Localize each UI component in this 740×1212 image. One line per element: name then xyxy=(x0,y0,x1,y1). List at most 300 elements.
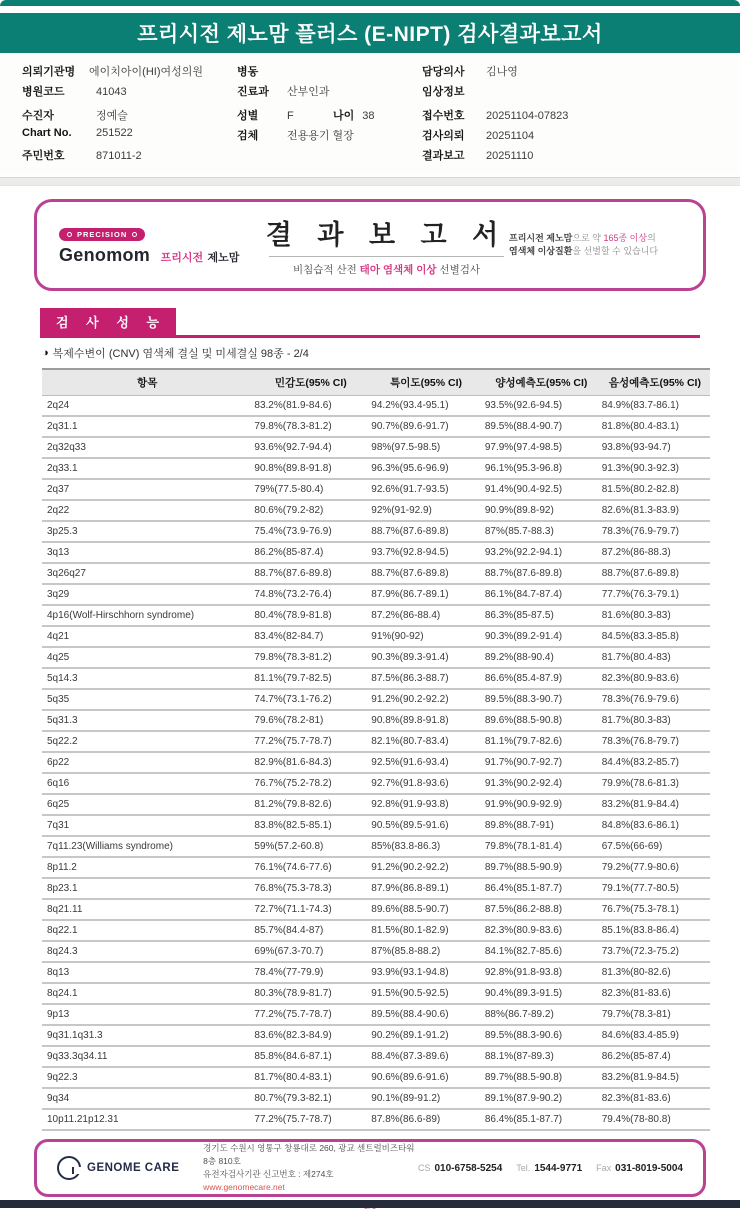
sensitivity-cell: 77.2%(75.7-78.7) xyxy=(252,731,369,752)
result-banner-box xyxy=(34,199,706,291)
table-row xyxy=(42,794,710,815)
contact-label: CS xyxy=(417,1162,431,1173)
note-end-2: 을 선별할 수 있습니다 xyxy=(572,246,659,256)
table-row xyxy=(42,731,710,752)
info-row xyxy=(422,83,730,103)
sensitivity-cell: 79.8%(78.3-81.2) xyxy=(252,647,369,668)
sensitivity-cell: 80.6%(79.2-82) xyxy=(252,500,369,521)
table-row xyxy=(42,605,710,626)
table-row xyxy=(42,563,710,584)
ppv-cell: 88.1%(87-89.3) xyxy=(483,1046,600,1067)
table-row xyxy=(42,836,710,857)
badge-dot-icon xyxy=(132,232,137,237)
table-row xyxy=(42,1004,710,1025)
performance-table xyxy=(42,368,710,1131)
sensitivity-cell: 80.7%(79.3-82.1) xyxy=(252,1088,369,1109)
specificity-cell: 93.9%(93.1-94.8) xyxy=(369,962,483,983)
sensitivity-cell: 81.7%(80.4-83.1) xyxy=(252,1067,369,1088)
genomom-brand-block xyxy=(59,224,264,266)
note-line1 xyxy=(509,233,656,243)
region-cell: 7q31 xyxy=(42,815,252,836)
badge-dot-icon xyxy=(67,232,72,237)
table-row xyxy=(42,668,710,689)
specificity-cell: 87.9%(86.7-89.1) xyxy=(369,584,483,605)
ppv-cell: 82.3%(80.9-83.6) xyxy=(483,920,600,941)
table-row xyxy=(42,710,710,731)
region-cell: 8p11.2 xyxy=(42,857,252,878)
sensitivity-cell: 79.8%(78.3-81.2) xyxy=(252,416,369,437)
specificity-cell: 89.5%(88.4-90.6) xyxy=(369,1004,483,1025)
specificity-cell: 87.8%(86.6-89) xyxy=(369,1109,483,1130)
region-cell: 2q24 xyxy=(42,396,252,417)
info-label: 결과보고 xyxy=(422,150,465,162)
specificity-cell: 91.5%(90.5-92.5) xyxy=(369,983,483,1004)
banner-note xyxy=(509,232,681,259)
footer-address-block xyxy=(203,1142,418,1195)
info-row xyxy=(422,147,730,167)
table-row xyxy=(42,437,710,458)
specificity-cell: 92.6%(91.7-93.5) xyxy=(369,479,483,500)
ppv-cell: 93.2%(92.2-94.1) xyxy=(483,542,600,563)
ppv-cell: 89.5%(88.3-90.7) xyxy=(483,689,600,710)
region-cell: 9p13 xyxy=(42,1004,252,1025)
sensitivity-cell: 83.6%(82.3-84.9) xyxy=(252,1025,369,1046)
info-label: 검사의뢰 xyxy=(422,130,465,142)
sensitivity-cell: 85.8%(84.6-87.1) xyxy=(252,1046,369,1067)
contact-label: Tel. xyxy=(516,1162,531,1173)
region-cell: 8q24.1 xyxy=(42,983,252,1004)
npv-cell: 82.6%(81.3-83.9) xyxy=(600,500,710,521)
performance-table-head xyxy=(42,369,710,396)
sensitivity-cell: 86.2%(85-87.4) xyxy=(252,542,369,563)
npv-cell: 81.5%(80.2-82.8) xyxy=(600,479,710,500)
npv-cell: 84.6%(83.4-85.9) xyxy=(600,1025,710,1046)
sensitivity-cell: 85.7%(84.4-87) xyxy=(252,920,369,941)
region-cell: 2q32q33 xyxy=(42,437,252,458)
specificity-cell: 87.9%(86.8-89.1) xyxy=(369,878,483,899)
sensitivity-cell: 83.8%(82.5-85.1) xyxy=(252,815,369,836)
note-bold-2: 염색체 이상질환 xyxy=(509,246,573,256)
npv-cell: 79.4%(78-80.8) xyxy=(600,1109,710,1130)
table-row xyxy=(42,500,710,521)
sensitivity-cell: 90.8%(89.8-91.8) xyxy=(252,458,369,479)
npv-cell: 79.1%(77.7-80.5) xyxy=(600,878,710,899)
npv-cell: 91.3%(90.3-92.3) xyxy=(600,458,710,479)
region-cell: 6q25 xyxy=(42,794,252,815)
sensitivity-cell: 75.4%(73.9-76.9) xyxy=(252,521,369,542)
footer-address-2: 유전자검사기관 신고번호 : 제274호 xyxy=(203,1169,334,1179)
info-label: 접수번호 xyxy=(422,110,465,122)
npv-cell: 78.3%(76.9-79.6) xyxy=(600,689,710,710)
info-row xyxy=(237,107,422,127)
info-label: 의뢰기관명 xyxy=(22,66,76,78)
ppv-cell: 93.5%(92.6-94.5) xyxy=(483,396,600,417)
region-cell: 5q35 xyxy=(42,689,252,710)
specificity-cell: 85%(83.8-86.3) xyxy=(369,836,483,857)
sensitivity-cell: 69%(67.3-70.7) xyxy=(252,941,369,962)
info-label: 담당의사 xyxy=(422,66,465,78)
specificity-cell: 81.5%(80.1-82.9) xyxy=(369,920,483,941)
region-cell: 5q31.3 xyxy=(42,710,252,731)
banner-rule xyxy=(269,256,504,257)
col-header-specificity: 특이도(95% CI) xyxy=(369,369,483,396)
info-label: 임상정보 xyxy=(422,86,465,98)
contact-label: Fax xyxy=(596,1162,612,1173)
region-cell: 3p25.3 xyxy=(42,521,252,542)
ppv-cell: 90.4%(89.3-91.5) xyxy=(483,983,600,1004)
npv-cell: 84.5%(83.3-85.8) xyxy=(600,626,710,647)
region-cell: 2q31.1 xyxy=(42,416,252,437)
banner-subtitle-accent: 태아 염색체 이상 xyxy=(359,264,437,276)
ppv-cell: 89.7%(88.5-90.9) xyxy=(483,857,600,878)
npv-cell: 93.8%(93-94.7) xyxy=(600,437,710,458)
info-row xyxy=(22,107,237,127)
table-row xyxy=(42,479,710,500)
ppv-cell: 91.3%(90.2-92.4) xyxy=(483,773,600,794)
table-row xyxy=(42,1067,710,1088)
region-cell: 8q21.11 xyxy=(42,899,252,920)
info-value: 251522 xyxy=(96,127,133,139)
table-row xyxy=(42,1109,710,1130)
ppv-cell: 86.6%(85.4-87.9) xyxy=(483,668,600,689)
contact-value: 031-8019-5004 xyxy=(615,1162,683,1174)
info-value-2: 38 xyxy=(362,110,375,122)
info-value: 정예슬 xyxy=(96,110,128,122)
info-label: 병동 xyxy=(237,66,259,78)
section-subtitle-row xyxy=(42,345,700,361)
specificity-cell: 89.6%(88.5-90.7) xyxy=(369,899,483,920)
header-row xyxy=(42,369,710,396)
brand-line xyxy=(59,245,264,266)
npv-cell: 79.9%(78.6-81.3) xyxy=(600,773,710,794)
npv-cell: 78.3%(76.8-79.7) xyxy=(600,731,710,752)
sensitivity-cell: 76.1%(74.6-77.6) xyxy=(252,857,369,878)
info-label: 검체 xyxy=(237,130,259,142)
ppv-cell: 79.8%(78.1-81.4) xyxy=(483,836,600,857)
info-row xyxy=(22,147,237,167)
info-label: 병원코드 xyxy=(22,86,65,98)
ppv-cell: 89.6%(88.5-90.8) xyxy=(483,710,600,731)
npv-cell: 83.2%(81.9-84.4) xyxy=(600,794,710,815)
specificity-cell: 88.4%(87.3-89.6) xyxy=(369,1046,483,1067)
report-title-bar xyxy=(0,13,740,53)
info-label: 주민번호 xyxy=(22,150,65,162)
npv-cell: 81.7%(80.4-83) xyxy=(600,647,710,668)
section-header xyxy=(40,308,700,338)
region-cell: 5q22.2 xyxy=(42,731,252,752)
ppv-cell: 86.1%(84.7-87.4) xyxy=(483,584,600,605)
ppv-cell: 89.8%(88.7-91) xyxy=(483,815,600,836)
table-row xyxy=(42,899,710,920)
specificity-cell: 88.7%(87.6-89.8) xyxy=(369,521,483,542)
specificity-cell: 94.2%(93.4-95.1) xyxy=(369,396,483,417)
sensitivity-cell: 74.8%(73.2-76.4) xyxy=(252,584,369,605)
footer-address-1: 경기도 수원시 영통구 창룡대로 260, 광교 센트럴비즈타워 8층 810호 xyxy=(203,1142,415,1166)
region-cell: 6p22 xyxy=(42,752,252,773)
specificity-cell: 92%(91-92.9) xyxy=(369,500,483,521)
precision-badge xyxy=(59,228,145,241)
npv-cell: 73.7%(72.3-75.2) xyxy=(600,941,710,962)
npv-cell: 79.2%(77.9-80.6) xyxy=(600,857,710,878)
ppv-cell: 89.2%(88-90.4) xyxy=(483,647,600,668)
specificity-cell: 93.7%(92.8-94.5) xyxy=(369,542,483,563)
npv-cell: 84.4%(83.2-85.7) xyxy=(600,752,710,773)
table-row xyxy=(42,584,710,605)
ppv-cell: 89.1%(87.9-90.2) xyxy=(483,1088,600,1109)
ppv-cell: 91.9%(90.9-92.9) xyxy=(483,794,600,815)
genome-care-g-icon xyxy=(57,1156,81,1180)
npv-cell: 78.3%(76.9-79.7) xyxy=(600,521,710,542)
table-row xyxy=(42,1046,710,1067)
sensitivity-cell: 77.2%(75.7-78.7) xyxy=(252,1109,369,1130)
npv-cell: 83.2%(81.9-84.5) xyxy=(600,1067,710,1088)
info-row xyxy=(22,83,237,103)
table-row xyxy=(42,752,710,773)
sensitivity-cell: 79.6%(78.2-81) xyxy=(252,710,369,731)
npv-cell: 81.6%(80.3-83) xyxy=(600,605,710,626)
ppv-cell: 86.4%(85.1-87.7) xyxy=(483,1109,600,1130)
ppv-cell: 86.3%(85-87.5) xyxy=(483,605,600,626)
npv-cell: 88.7%(87.6-89.8) xyxy=(600,563,710,584)
info-label: 수진자 xyxy=(22,110,54,122)
col-header-item: 항목 xyxy=(42,369,252,396)
region-cell: 2q33.1 xyxy=(42,458,252,479)
specificity-cell: 91%(90-92) xyxy=(369,626,483,647)
note-mid: 으로 약 xyxy=(572,232,604,243)
region-cell: 2q22 xyxy=(42,500,252,521)
sensitivity-cell: 83.2%(81.9-84.6) xyxy=(252,396,369,417)
col-header-npv: 음성예측도(95% CI) xyxy=(600,369,710,396)
npv-cell: 81.7%(80.3-83) xyxy=(600,710,710,731)
region-cell: 9q31.1q31.3 xyxy=(42,1025,252,1046)
table-row xyxy=(42,815,710,836)
region-cell: 7q11.23(Williams syndrome) xyxy=(42,836,252,857)
region-cell: 9q33.3q34.11 xyxy=(42,1046,252,1067)
note-bold-1: 프리시전 제노맘 xyxy=(509,232,573,243)
sensitivity-cell: 80.4%(78.9-81.8) xyxy=(252,605,369,626)
sensitivity-cell: 76.7%(75.2-78.2) xyxy=(252,773,369,794)
table-row xyxy=(42,1025,710,1046)
ppv-cell: 84.1%(82.7-85.6) xyxy=(483,941,600,962)
banner-center xyxy=(264,213,509,277)
banner-subtitle-suffix: 선별검사 xyxy=(436,264,481,276)
specificity-cell: 90.3%(89.3-91.4) xyxy=(369,647,483,668)
region-cell: 8q13 xyxy=(42,962,252,983)
brand-kr-accent: 프리시전 xyxy=(160,252,204,264)
specificity-cell: 90.7%(89.6-91.7) xyxy=(369,416,483,437)
specificity-cell: 90.8%(89.8-91.8) xyxy=(369,710,483,731)
ppv-cell: 88%(86.7-89.2) xyxy=(483,1004,600,1025)
table-row xyxy=(42,1088,710,1109)
region-cell: 8p23.1 xyxy=(42,878,252,899)
sensitivity-cell: 83.4%(82-84.7) xyxy=(252,626,369,647)
npv-cell: 79.7%(78.3-81) xyxy=(600,1004,710,1025)
npv-cell: 84.9%(83.7-86.1) xyxy=(600,396,710,417)
sensitivity-cell: 81.2%(79.8-82.6) xyxy=(252,794,369,815)
info-value: 에이치아이(HI)여성의원 xyxy=(89,66,203,78)
specificity-cell: 90.1%(89-91.2) xyxy=(369,1088,483,1109)
ppv-cell: 86.4%(85.1-87.7) xyxy=(483,878,600,899)
table-row xyxy=(42,962,710,983)
info-label: Chart No. xyxy=(22,127,72,139)
table-row xyxy=(42,857,710,878)
note-end-1: 의 xyxy=(647,232,656,243)
info-value: F xyxy=(287,110,294,122)
specificity-cell: 90.2%(89.1-91.2) xyxy=(369,1025,483,1046)
section-divider xyxy=(0,177,740,186)
region-cell: 4q25 xyxy=(42,647,252,668)
table-row xyxy=(42,689,710,710)
window-bottom-bar xyxy=(0,1200,740,1208)
region-cell: 4q21 xyxy=(42,626,252,647)
banner-subtitle-prefix: 비침습적 산전 xyxy=(292,264,360,276)
col-header-ppv: 양성예측도(95% CI) xyxy=(483,369,600,396)
region-cell: 10p11.21p12.31 xyxy=(42,1109,252,1130)
sensitivity-cell: 93.6%(92.7-94.4) xyxy=(252,437,369,458)
patient-info-col1 xyxy=(22,63,237,167)
table-row xyxy=(42,647,710,668)
specificity-cell: 96.3%(95.6-96.9) xyxy=(369,458,483,479)
ppv-cell: 91.4%(90.4-92.5) xyxy=(483,479,600,500)
ppv-cell: 89.7%(88.5-90.8) xyxy=(483,1067,600,1088)
ppv-cell: 88.7%(87.6-89.8) xyxy=(483,563,600,584)
info-value: 41043 xyxy=(96,86,127,98)
performance-table-body xyxy=(42,396,710,1131)
region-cell: 8q24.3 xyxy=(42,941,252,962)
report-title: 프리시전 제노맘 플러스 (E-NIPT) 검사결과보고서 xyxy=(137,23,603,46)
precision-badge-label: PRECISION xyxy=(77,230,128,239)
npv-cell: 76.7%(75.3-78.1) xyxy=(600,899,710,920)
col-header-sensitivity: 민감도(95% CI) xyxy=(252,369,369,396)
npv-cell: 82.3%(80.9-83.6) xyxy=(600,668,710,689)
sensitivity-cell: 72.7%(71.1-74.3) xyxy=(252,899,369,920)
sensitivity-cell: 82.9%(81.6-84.3) xyxy=(252,752,369,773)
ppv-cell: 91.7%(90.7-92.7) xyxy=(483,752,600,773)
genome-care-logo xyxy=(57,1156,185,1180)
info-value: 전용용기 혈장 xyxy=(287,130,354,142)
info-value: 20251110 xyxy=(486,150,534,162)
specificity-cell: 92.5%(91.6-93.4) xyxy=(369,752,483,773)
info-row xyxy=(237,83,422,103)
npv-cell: 77.7%(76.3-79.1) xyxy=(600,584,710,605)
table-row xyxy=(42,941,710,962)
specificity-cell: 90.6%(89.6-91.6) xyxy=(369,1067,483,1088)
region-cell: 2q37 xyxy=(42,479,252,500)
info-row xyxy=(422,107,730,127)
npv-cell: 67.5%(66-69) xyxy=(600,836,710,857)
contact-entry xyxy=(418,1163,502,1174)
patient-info-col2 xyxy=(237,63,422,167)
table-row xyxy=(42,396,710,417)
info-label: 성별 xyxy=(237,110,259,122)
specificity-cell: 88.7%(87.6-89.8) xyxy=(369,563,483,584)
table-row xyxy=(42,542,710,563)
ppv-cell: 90.3%(89.2-91.4) xyxy=(483,626,600,647)
footer-box xyxy=(34,1139,706,1197)
ppv-cell: 90.9%(89.8-92) xyxy=(483,500,600,521)
info-value: 김나영 xyxy=(486,66,518,78)
table-row xyxy=(42,878,710,899)
info-value: 산부인과 xyxy=(287,86,330,98)
ppv-cell: 81.1%(79.7-82.6) xyxy=(483,731,600,752)
sensitivity-cell: 76.8%(75.3-78.3) xyxy=(252,878,369,899)
contact-entry xyxy=(516,1163,582,1174)
section-title: 검 사 성 능 xyxy=(40,308,176,335)
ppv-cell: 87%(85.7-88.3) xyxy=(483,521,600,542)
contact-entry xyxy=(596,1163,683,1174)
specificity-cell: 91.2%(90.2-92.2) xyxy=(369,689,483,710)
region-cell: 5q14.3 xyxy=(42,668,252,689)
info-row xyxy=(22,127,237,147)
brand-kr: 제노맘 xyxy=(207,252,240,264)
website-link[interactable]: www.genomecare.net xyxy=(203,1182,285,1193)
region-cell: 3q26q27 xyxy=(42,563,252,584)
info-label-2: 나이 xyxy=(333,110,355,122)
specificity-cell: 92.8%(91.9-93.8) xyxy=(369,794,483,815)
table-row xyxy=(42,983,710,1004)
contact-value: 1544-9771 xyxy=(534,1162,583,1174)
contact-value: 010-6758-5254 xyxy=(434,1162,503,1174)
region-cell: 8q22.1 xyxy=(42,920,252,941)
sensitivity-cell: 78.4%(77-79.9) xyxy=(252,962,369,983)
region-cell: 6q16 xyxy=(42,773,252,794)
table-row xyxy=(42,416,710,437)
half-circle-bullet-icon: ◑ xyxy=(42,347,49,359)
table-row xyxy=(42,521,710,542)
info-value: 871011-2 xyxy=(96,150,142,162)
banner-subtitle xyxy=(293,262,480,277)
npv-cell: 86.2%(85-87.4) xyxy=(600,1046,710,1067)
sensitivity-cell: 59%(57.2-60.8) xyxy=(252,836,369,857)
specificity-cell: 98%(97.5-98.5) xyxy=(369,437,483,458)
npv-cell: 81.3%(80-82.6) xyxy=(600,962,710,983)
npv-cell: 87.2%(86-88.3) xyxy=(600,542,710,563)
npv-cell: 82.3%(81-83.6) xyxy=(600,1088,710,1109)
ppv-cell: 89.5%(88.4-90.7) xyxy=(483,416,600,437)
region-cell: 9q34 xyxy=(42,1088,252,1109)
banner-title: 결 과 보 고 서 xyxy=(265,220,508,250)
table-row xyxy=(42,458,710,479)
info-row xyxy=(422,127,730,147)
note-line2 xyxy=(509,246,658,256)
ppv-cell: 87.5%(86.2-88.8) xyxy=(483,899,600,920)
info-row xyxy=(22,63,237,83)
section-subtitle: 복제수변이 (CNV) 염색체 결실 및 미세결실 98종 - 2/4 xyxy=(52,348,309,360)
info-value: 20251104-07823 xyxy=(486,110,569,122)
sensitivity-cell: 77.2%(75.7-78.7) xyxy=(252,1004,369,1025)
patient-info-col3 xyxy=(422,63,730,167)
info-row xyxy=(237,127,422,147)
genome-care-logo-text: GENOME CARE xyxy=(87,1162,180,1174)
ppv-cell: 89.5%(88.3-90.6) xyxy=(483,1025,600,1046)
info-row xyxy=(422,63,730,83)
genomom-logo-text: Genomom xyxy=(59,245,151,265)
window-top-strip xyxy=(0,0,740,6)
info-row xyxy=(237,63,422,83)
specificity-cell: 92.7%(91.8-93.6) xyxy=(369,773,483,794)
footer-contacts xyxy=(418,1163,683,1174)
ppv-cell: 97.9%(97.4-98.5) xyxy=(483,437,600,458)
npv-cell: 81.8%(80.4-83.1) xyxy=(600,416,710,437)
specificity-cell: 91.2%(90.2-92.2) xyxy=(369,857,483,878)
sensitivity-cell: 88.7%(87.6-89.8) xyxy=(252,563,369,584)
region-cell: 3q29 xyxy=(42,584,252,605)
sensitivity-cell: 79%(77.5-80.4) xyxy=(252,479,369,500)
npv-cell: 82.3%(81-83.6) xyxy=(600,983,710,1004)
table-row xyxy=(42,920,710,941)
ppv-cell: 96.1%(95.3-96.8) xyxy=(483,458,600,479)
specificity-cell: 87.5%(86.3-88.7) xyxy=(369,668,483,689)
